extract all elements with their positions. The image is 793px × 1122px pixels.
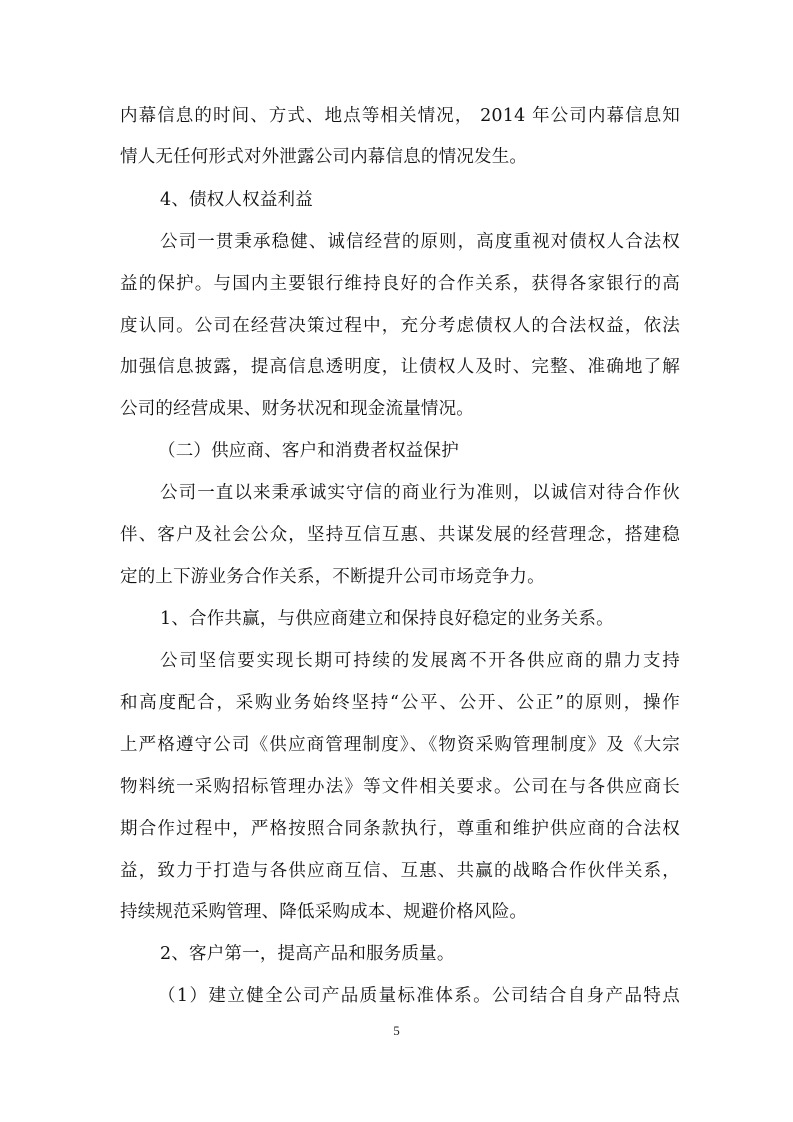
section-heading: 4、债权人权益利益 (160, 190, 313, 210)
text-line: 益的保护。与国内主要银行维持良好的合作关系，获得各家银行的高 (120, 274, 680, 294)
text-line: 加强信息披露，提高信息透明度，让债权人及时、完整、准确地了解 (120, 357, 680, 377)
text-line: 公司的经营成果、财务状况和现金流量情况。 (120, 399, 474, 419)
item-heading: 1、合作共赢，与供应商建立和保持良好稳定的业务关系。 (160, 609, 614, 629)
paragraph-first-line: 公司坚信要实现长期可持续的发展离不开各供应商的鼎力支持 (160, 651, 680, 671)
text-line: 伴、客户及社会公众，坚持互信互惠、共谋发展的经营理念，搭建稳 (120, 525, 680, 545)
text-line: 上严格遵守公司《供应商管理制度》、《物资采购管理制度》及《大宗 (120, 735, 680, 755)
text-line: 情人无任何形式对外泄露公司内幕信息的情况发生。 (120, 147, 528, 167)
text-line: 益，致力于打造与各供应商互信、互惠、共赢的战略合作伙伴关系， (120, 861, 680, 881)
text-line: 和高度配合，采购业务始终坚持“公平、公开、公正”的原则，操作 (120, 693, 680, 713)
subsection-heading: （二）供应商、客户和消费者权益保护 (158, 441, 459, 461)
text-line: 定的上下游业务合作关系，不断提升公司市场竞争力。 (120, 567, 545, 587)
paragraph-first-line: 公司一直以来秉承诚实守信的商业行为准则，以诚信对待合作伙 (160, 483, 680, 503)
text-line: 持续规范采购管理、降低采购成本、规避价格风险。 (120, 902, 528, 922)
text-line: （1）建立健全公司产品质量标准体系。公司结合自身产品特点 (158, 986, 680, 1006)
page-number: 5 (393, 1023, 400, 1038)
text-line: 期合作过程中，严格按照合同条款执行，尊重和维护供应商的合法权 (120, 819, 680, 839)
item-heading: 2、客户第一，提高产品和服务质量。 (160, 944, 455, 964)
text-line: 度认同。公司在经营决策过程中，充分考虑债权人的合法权益，依法 (120, 316, 680, 336)
text-line: 物料统一采购招标管理办法》等文件相关要求。公司在与各供应商长 (120, 777, 680, 797)
text-line: 内幕信息的时间、方式、地点等相关情况， 2014 年公司内幕信息知 (120, 106, 680, 126)
paragraph-first-line: 公司一贯秉承稳健、诚信经营的原则，高度重视对债权人合法权 (160, 232, 680, 252)
